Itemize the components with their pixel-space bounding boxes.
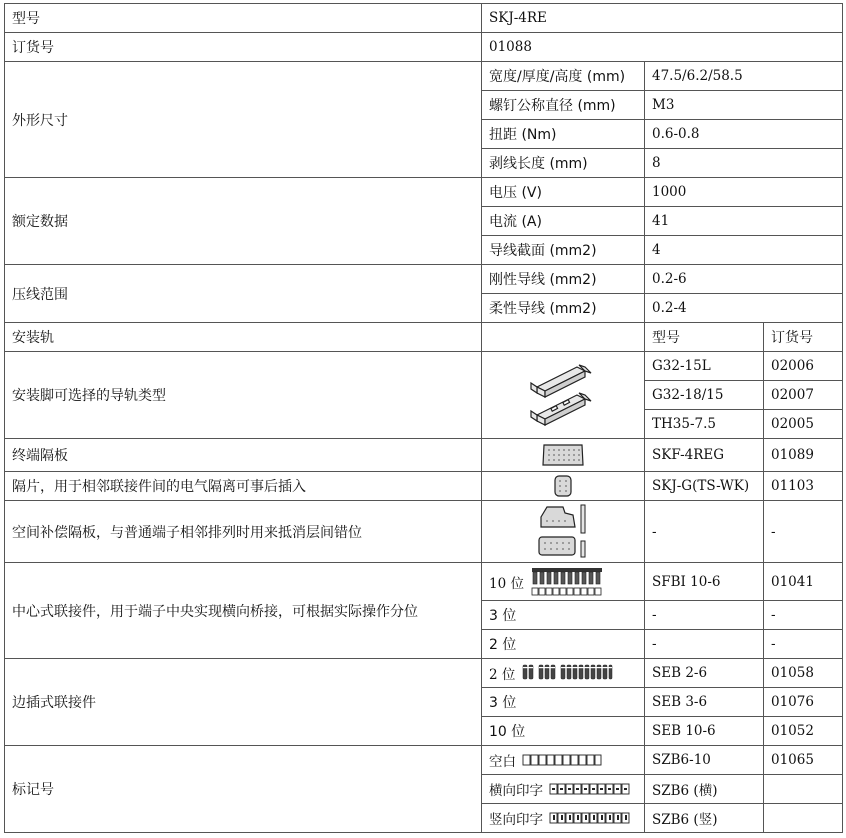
model-label: 型号 — [5, 4, 482, 33]
marker-label: 标记号 — [5, 746, 482, 833]
center-bridge-icon — [530, 566, 604, 598]
dims-item-label: 宽度/厚度/高度 (mm) — [482, 62, 645, 91]
table-row — [5, 178, 843, 207]
table-row — [5, 265, 843, 294]
table-row — [5, 746, 843, 775]
spec-table — [4, 3, 843, 833]
rated-item-value: 4 — [645, 236, 843, 265]
dims-item-label: 剥线长度 (mm) — [482, 149, 645, 178]
rails-model: G32-15L — [645, 352, 764, 381]
table-row — [5, 501, 843, 563]
separator-model: SKJ-G(TS-WK) — [645, 472, 764, 501]
marker-model: SZB6 (横) — [645, 775, 764, 804]
mount-blank — [482, 323, 645, 352]
rails-label: 安装脚可选择的导轨类型 — [5, 352, 482, 439]
model-column-header: 型号 — [645, 323, 764, 352]
table-row — [5, 659, 843, 688]
clamp-item-value: 0.2-4 — [645, 294, 843, 323]
spacer-plate-icon — [533, 503, 593, 561]
end-plate-icon — [541, 442, 585, 468]
table-row — [5, 4, 843, 33]
mount-label: 安装轨 — [5, 323, 482, 352]
side-bridge-label: 边插式联接件 — [5, 659, 482, 746]
side-bridge-order: 01076 — [764, 688, 843, 717]
marker-strip-horizontal-icon — [549, 782, 631, 796]
table-row — [5, 472, 843, 501]
rails-order: 02005 — [764, 410, 843, 439]
side-bridge-model: SEB 3-6 — [645, 688, 764, 717]
clamp-item-label: 柔性导线 (mm2) — [482, 294, 645, 323]
dims-label: 外形尺寸 — [5, 62, 482, 178]
clamp-label: 压线范围 — [5, 265, 482, 323]
endplate-image-cell — [482, 439, 645, 472]
table-row — [5, 563, 843, 601]
dims-item-label: 螺钉公称直径 (mm) — [482, 91, 645, 120]
din-rail-icon — [523, 361, 603, 429]
marker-pos: 空白 — [489, 754, 516, 770]
side-bridge-order: 01058 — [764, 659, 843, 688]
marker-model: SZB6-10 — [645, 746, 764, 775]
endplate-label: 终端隔板 — [5, 439, 482, 472]
spacer-model: - — [645, 501, 764, 563]
order-value: 01088 — [482, 33, 843, 62]
rated-item-label: 导线截面 (mm2) — [482, 236, 645, 265]
marker-pos-cell — [482, 804, 645, 833]
rated-item-value: 41 — [645, 207, 843, 236]
rails-order: 02006 — [764, 352, 843, 381]
endplate-model: SKF-4REG — [645, 439, 764, 472]
rails-order: 02007 — [764, 381, 843, 410]
marker-pos: 竖向印字 — [489, 812, 543, 828]
side-bridge-order: 01052 — [764, 717, 843, 746]
marker-pos: 横向印字 — [489, 783, 543, 799]
spacer-image-cell — [482, 501, 645, 563]
side-bridge-pos-cell — [482, 659, 645, 688]
spacer-label: 空间补偿隔板，与普通端子相邻排列时用来抵消层间错位 — [5, 501, 482, 563]
rails-model: G32-18/15 — [645, 381, 764, 410]
rated-item-label: 电压 (V) — [482, 178, 645, 207]
side-bridge-pos: 10 位 — [482, 717, 645, 746]
rated-label: 额定数据 — [5, 178, 482, 265]
marker-model: SZB6 (竖) — [645, 804, 764, 833]
separator-order: 01103 — [764, 472, 843, 501]
dims-item-value: 47.5/6.2/58.5 — [645, 62, 843, 91]
table-row — [5, 439, 843, 472]
dims-item-value: 0.6-0.8 — [645, 120, 843, 149]
rails-image-cell — [482, 352, 645, 439]
separator-image-cell — [482, 472, 645, 501]
center-bridge-model: - — [645, 630, 764, 659]
side-bridge-model: SEB 2-6 — [645, 659, 764, 688]
side-bridge-model: SEB 10-6 — [645, 717, 764, 746]
marker-order: 01065 — [764, 746, 843, 775]
table-row — [5, 62, 843, 91]
marker-strip-vertical-icon — [549, 811, 631, 825]
spacer-order: - — [764, 501, 843, 563]
marker-pos-cell — [482, 775, 645, 804]
marker-strip-icon — [522, 753, 602, 767]
clamp-item-label: 刚性导线 (mm2) — [482, 265, 645, 294]
separator-label: 隔片，用于相邻联接件间的电气隔离可事后插入 — [5, 472, 482, 501]
side-bridge-pos: 2 位 — [489, 667, 516, 683]
dims-item-label: 扭距 (Nm) — [482, 120, 645, 149]
center-bridge-model: SFBI 10-6 — [645, 563, 764, 601]
center-bridge-pos: 3 位 — [482, 601, 645, 630]
side-bridge-pos: 3 位 — [482, 688, 645, 717]
center-bridge-pos: 10 位 — [489, 575, 524, 592]
center-bridge-pos: 2 位 — [482, 630, 645, 659]
clamp-item-value: 0.2-6 — [645, 265, 843, 294]
center-bridge-order: - — [764, 630, 843, 659]
dims-item-value: M3 — [645, 91, 843, 120]
marker-order — [764, 775, 843, 804]
order-label: 订货号 — [5, 33, 482, 62]
model-value: SKJ-4RE — [482, 4, 843, 33]
endplate-order: 01089 — [764, 439, 843, 472]
rated-item-value: 1000 — [645, 178, 843, 207]
rails-model: TH35-7.5 — [645, 410, 764, 439]
center-bridge-pos-cell — [482, 563, 645, 601]
table-row — [5, 352, 843, 381]
center-bridge-model: - — [645, 601, 764, 630]
dims-item-value: 8 — [645, 149, 843, 178]
marker-order — [764, 804, 843, 833]
center-bridge-label: 中心式联接件，用于端子中央实现横向桥接，可根据实际操作分位 — [5, 563, 482, 659]
center-bridge-order: - — [764, 601, 843, 630]
center-bridge-order: 01041 — [764, 563, 843, 601]
side-bridge-icon — [521, 662, 613, 684]
table-row — [5, 33, 843, 62]
table-row — [5, 323, 843, 352]
separator-icon — [552, 474, 574, 498]
rated-item-label: 电流 (A) — [482, 207, 645, 236]
marker-pos-cell — [482, 746, 645, 775]
order-column-header: 订货号 — [764, 323, 843, 352]
